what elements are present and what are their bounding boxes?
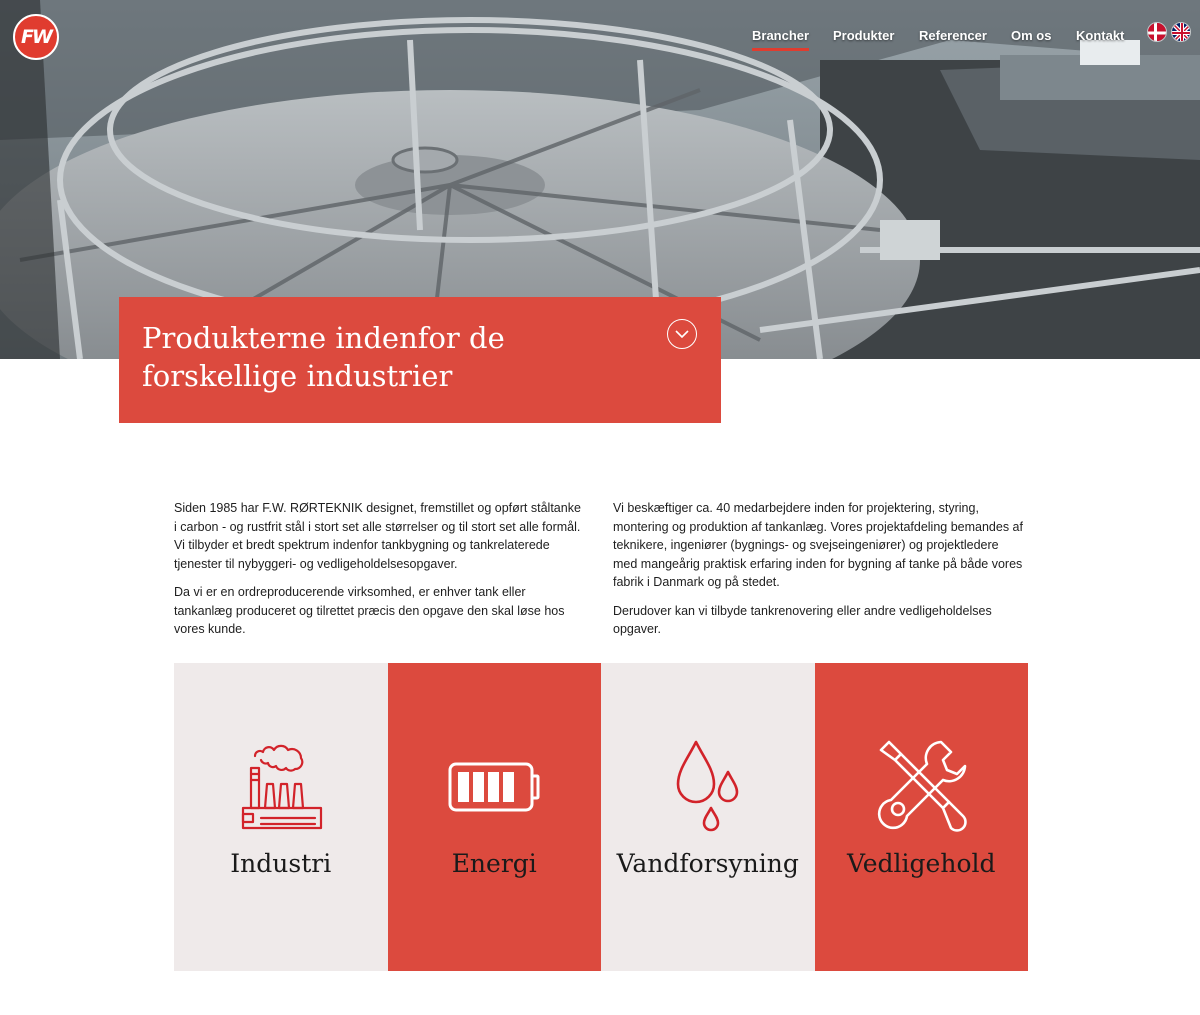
tile-energi[interactable] [388, 663, 602, 971]
nav-item-brancher[interactable]: Brancher [752, 28, 810, 43]
nav-item-om-os[interactable]: Om os [1011, 28, 1052, 43]
intro-paragraph: Vi beskæftiger ca. 40 medarbejdere inden for projektering, styring, montering og produktion af tankanlæg. Vores projektafdeling bemandes af teknikere, ingeniører (bygnings- og svejseingeniører) og projektledere med mangeårig praktisk erfaring inden for bygning af tanke på både vores fabrik i Danmark og på stedet. [613, 501, 1023, 589]
nav-item-kontakt[interactable]: Kontakt [1076, 28, 1125, 43]
intro-paragraph: Siden 1985 har F.W. RØRTEKNIK designet, fremstillet og opført ståltanke i carbon - og rustfrit stål i stort set alle størrelser og til stort set alle formål. Vi tilbyder et bredt spektrum indenfor tankbygning og tankrelaterede tjenester til nybyggeri- og vedligeholdelsesopgaver. [174, 501, 581, 571]
battery-icon [444, 736, 544, 836]
english-flag-icon[interactable] [1171, 22, 1191, 42]
tools-icon [871, 736, 971, 836]
intro-paragraph: Da vi er en ordreproducerende virksomhed, er enhver tank eller tankanlæg produceret og tilrettet præcis den opgave den skal løse hos vores kunde. [174, 585, 565, 636]
factory-icon [231, 736, 331, 836]
tile-vedligehold[interactable] [815, 663, 1029, 971]
chevron-down-icon [675, 330, 689, 338]
water-drops-icon [658, 736, 758, 836]
tile-label: Vedligehold [847, 849, 996, 878]
tile-label: Industri [230, 849, 332, 878]
company-logo[interactable]: FW [13, 14, 59, 60]
tile-vandforsyning[interactable] [601, 663, 815, 971]
tile-industri[interactable] [174, 663, 388, 971]
hero-title-box [119, 297, 721, 423]
industry-tiles [174, 663, 1028, 971]
scroll-down-button[interactable] [667, 319, 697, 349]
nav-item-referencer[interactable]: Referencer [919, 28, 987, 43]
nav-item-produkter[interactable]: Produkter [833, 28, 895, 43]
page-title: Produkterne indenfor de forskellige industrier [142, 321, 505, 393]
intro-right-column [613, 499, 1025, 649]
main-nav [0, 28, 1200, 58]
tile-label: Energi [451, 849, 537, 878]
intro-left-column [174, 499, 586, 649]
tile-label: Vandforsyning [616, 849, 799, 878]
intro-paragraph: Derudover kan vi tilbyde tankrenovering eller andre vedligeholdelses opgaver. [613, 603, 992, 636]
danish-flag-icon[interactable] [1147, 22, 1167, 42]
